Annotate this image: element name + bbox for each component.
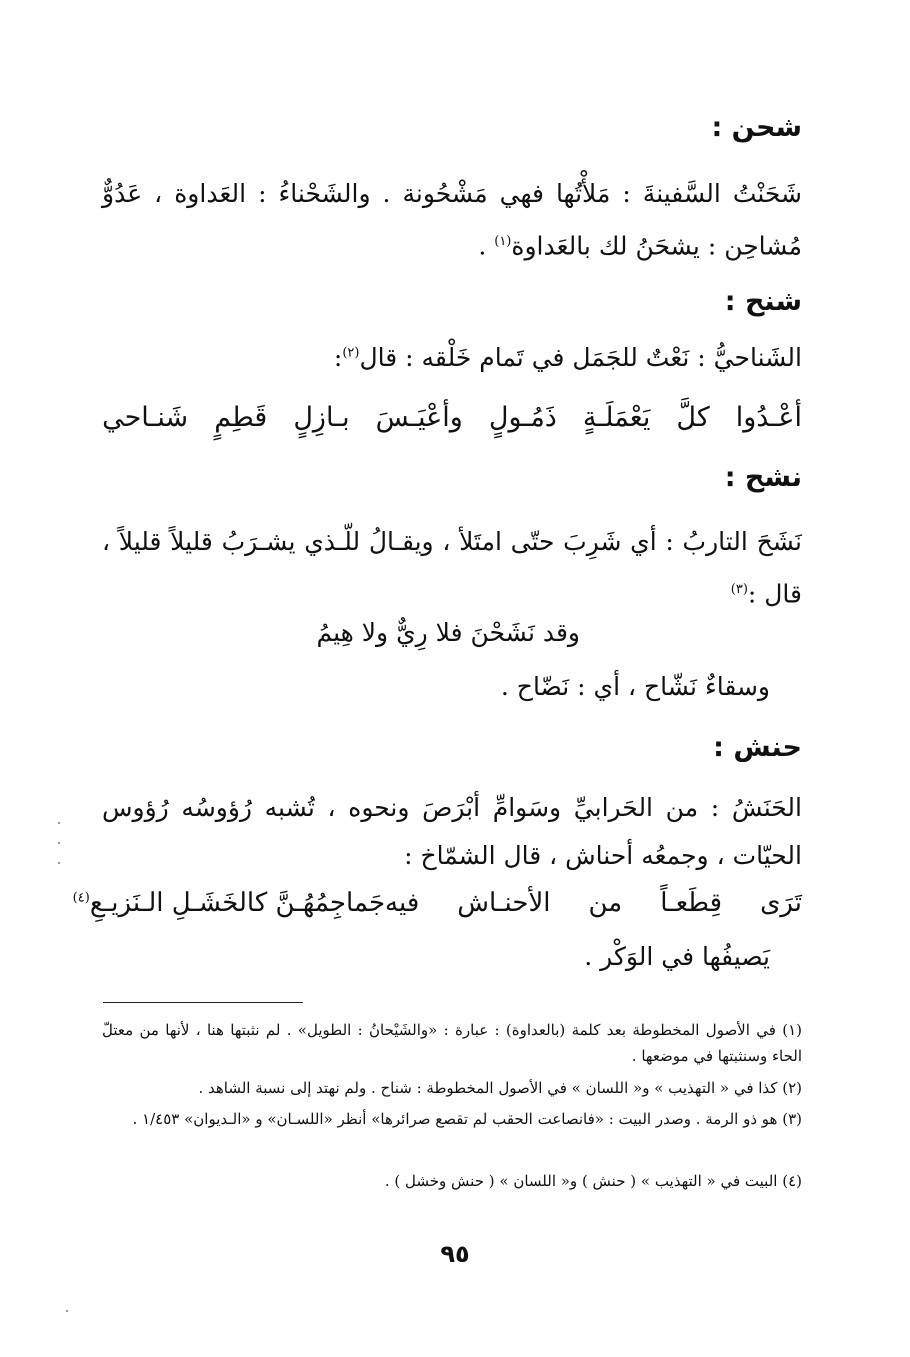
verse-hanash: [72, 888, 802, 918]
scan-speck: [58, 822, 60, 824]
entry-line-yasifuha: يَصيفُها في الوَكْر .: [584, 942, 770, 971]
verse-word: من: [588, 888, 623, 918]
footnote-marker: (٢): [342, 345, 360, 361]
scan-speck: [58, 862, 60, 864]
verse-word: ذَمُـولٍ: [488, 402, 557, 433]
verse-word: وأعْيَـسَ: [375, 402, 463, 433]
entry-text-shahn: [102, 170, 802, 270]
footnote-marker: (١): [494, 234, 512, 249]
entry-text-nashah: [102, 518, 802, 618]
verse-word: أعْـدُوا: [735, 402, 802, 433]
entry-heading-nashah: نشح :: [724, 462, 802, 493]
page-number: ٩٥: [440, 1240, 470, 1268]
footnote-marker: (٣): [730, 582, 748, 597]
verse-hemistich-2: [73, 888, 385, 918]
footnote-4: (٤) البيت في « التهذيب » ( حنش ) و« اللسان » ( حنش وخشل ) .: [384, 1172, 802, 1190]
footnote-marker: (٤): [72, 890, 90, 906]
verse-word: قِطَعـاً: [660, 888, 723, 918]
entry-heading-hanash: حنش :: [713, 732, 802, 763]
entry-text-hanash: الحَنَشُ : من الحَرابيِّ وسَوامِّ أبْرَصَ ونحوه ، تُشبه رُؤوسُه رُؤوس الحيّات ، وجمعُه أحناش ، قال الشمّاخ :: [102, 793, 802, 870]
entry-heading-shanah: شنح :: [724, 286, 802, 317]
scan-speck: [66, 1310, 68, 1312]
entry-text-shanah: [334, 343, 802, 372]
entry-heading-shahn: شحن :: [711, 112, 802, 143]
entry-line-saqa: وسقاءٌ نَشّاح ، أي : نَضّاح .: [500, 672, 770, 701]
verse-hemistich-1: [385, 888, 802, 918]
verse-nashah: وقد نَشَحْنَ فلا رِيٌّ ولا هِيمُ: [316, 618, 580, 647]
verse-word: بـازِلٍ: [293, 402, 350, 433]
footnote-separator: [103, 1002, 303, 1003]
verse-word: فيه: [385, 888, 420, 918]
verse-word: شَنـاحي: [102, 402, 189, 433]
entry-text: شَحَنْتُ السَّفينةَ : مَلأْتُها فهي مَشْحُونة . والشَحْناءُ : العَداوة ، عَدُوٌّ مُشاحِن : يشحَنُ لك بالعَداوة: [102, 179, 802, 261]
verse-word: كلَّ: [676, 402, 710, 433]
verse-word: يَعْمَلَـةٍ: [582, 402, 651, 433]
verse-word: تَرَى: [760, 888, 802, 918]
footnote-1: (١) في الأصول المخطوطة بعد كلمة (بالعداوة) : عبارة : «والشَيْحانُ : الطويل» . لم نثبتها هنا ، لأنها من معتلّ الحاء وسنثبتها في موضعها .: [102, 1021, 802, 1065]
verse-word: الأحنـاش: [457, 888, 551, 918]
footnote-2: (٢) كذا في « التهذيب » و« اللسان » في الأصول المخطوطة : شناح . ولم نهتد إلى نسبة الشاهد .: [198, 1079, 802, 1097]
verse-word: قَطِمٍ: [214, 402, 268, 433]
verse-text: جَماجِمُهُـنَّ كالخَشَـلِ الـنَزيـعِ: [89, 888, 386, 918]
footnote-3: (٣) هو ذو الرمة . وصدر البيت : «فانصاعت الحقب لم تقصع صرائرها» أنظر «اللسـان» و «الـديوان» ١/٤٥٣ .: [132, 1110, 802, 1128]
punctuation: .: [478, 231, 495, 261]
scan-speck: [58, 842, 60, 844]
entry-text: الشَناحيُّ : نَعْتٌ للجَمَل في تَمام خَلْقه : قال: [359, 343, 802, 372]
verse-shanah: [102, 402, 802, 433]
entry-text: نَشَحَ التاربُ : أي شَرِبَ حتّى امتَلأ ، ويقـالُ للّـذي يشـرَبُ قليلاً قليلاً ، قال :: [102, 527, 802, 609]
punctuation: :: [333, 343, 343, 372]
